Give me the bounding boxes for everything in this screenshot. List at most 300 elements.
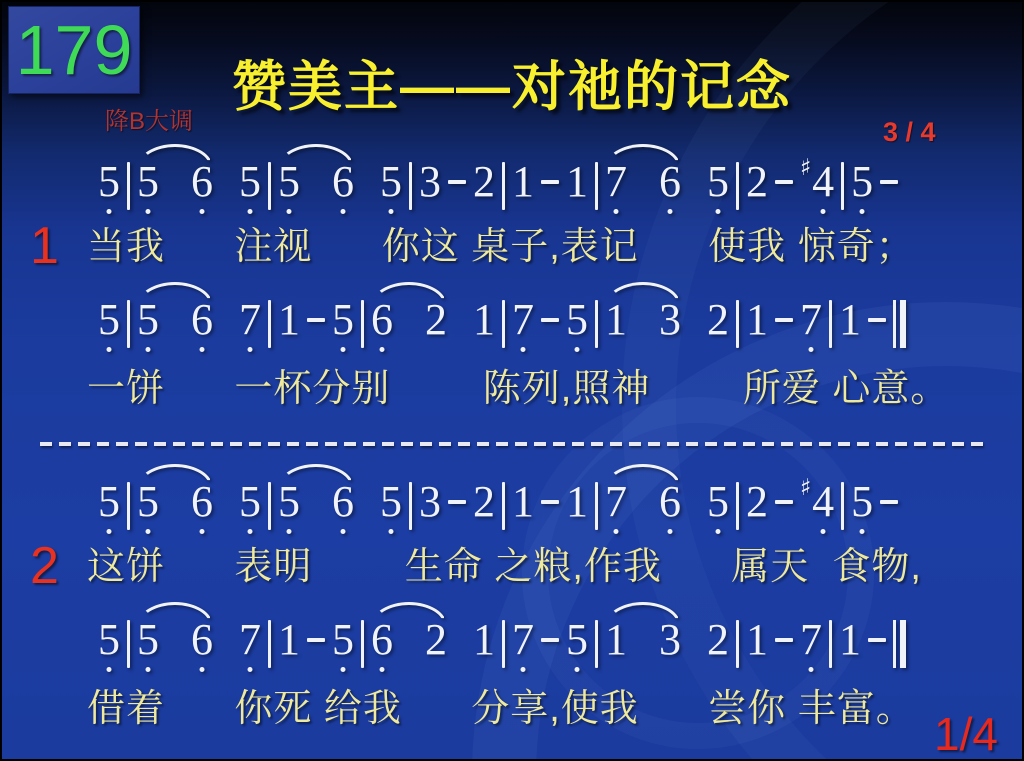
low-octave-dot [341,347,346,352]
slur-group [137,295,213,344]
note-number [425,295,447,344]
low-octave-dot [146,209,151,214]
note-digit: 2 [425,295,447,344]
note-number [239,477,261,526]
note-digit: 1 [746,615,768,664]
note-digit: 5 [380,477,402,526]
notation-line [2,282,1022,360]
note-digit: 7 [512,615,534,664]
note-number [605,615,627,664]
note-number [191,477,213,526]
note [851,157,874,206]
note [239,295,261,344]
low-octave-dot [200,667,205,672]
note [800,615,822,664]
note [473,615,495,664]
note-number [605,157,627,206]
note-digit: 5 [137,295,159,344]
note-digit: 7 [605,477,627,526]
slur-group [605,477,681,526]
note-number [371,615,393,664]
duration-dash [775,500,793,504]
note-number [707,295,729,344]
duration-dash [448,500,466,504]
note [707,615,729,664]
verse-number: 1 [30,217,59,275]
note-digit: 3 [659,615,681,664]
slur-group [605,295,681,344]
note-number [98,477,120,526]
notation-line [2,144,1022,222]
final-barline-thick [900,300,906,348]
barline [502,300,505,348]
note [419,477,441,526]
note [746,615,768,664]
note-number [332,477,354,526]
note [659,477,681,526]
duration-dash [541,180,559,184]
note [239,615,261,664]
duration-dash [541,500,559,504]
lyrics-line [2,537,1022,595]
note [278,615,300,664]
note-digit: 5 [851,477,874,526]
barline [736,620,739,668]
note-number [566,477,588,526]
note [839,295,861,344]
note-number [473,295,495,344]
low-octave-dot [821,529,826,534]
low-octave-dot [668,209,673,214]
note-number [707,477,729,526]
note [659,157,681,206]
duration-dash [775,318,793,322]
hymn-number-box [8,6,140,94]
low-octave-dot [389,209,394,214]
barline [268,162,271,210]
note-number [137,615,159,664]
note-number [278,615,300,664]
lyrics-text: 一饼 一杯分别 陈列,照神 所爱 心意。 [87,368,950,410]
note [566,157,588,206]
note-number [746,295,768,344]
barline [502,620,505,668]
low-octave-dot [860,209,865,214]
note-number [605,295,627,344]
slur-group [137,615,213,664]
note-number [191,615,213,664]
low-octave-dot [248,347,253,352]
note-number [380,157,402,206]
barline [502,162,505,210]
barline [841,482,844,530]
note-number [278,295,300,344]
note [605,477,627,526]
note-number [473,615,495,664]
note [512,477,534,526]
note-number [812,157,835,206]
note [278,295,300,344]
barline [595,300,598,348]
note-number [473,157,495,206]
note-number [512,615,534,664]
slur-group [371,295,447,344]
note-number [659,157,681,206]
note [425,295,447,344]
duration-dash [541,318,559,322]
note-digit: 6 [191,615,213,664]
note-number [839,615,861,664]
note-digit: 5 [566,295,588,344]
note-digit: 5 [239,157,261,206]
low-octave-dot [809,347,814,352]
verse-divider [40,442,987,446]
note [332,295,354,344]
note-digit: 5 [278,157,300,206]
note-digit: 5 [137,477,159,526]
slur-group [278,477,354,526]
note [278,477,300,526]
verse-number: 2 [30,537,59,595]
slur-group [137,477,213,526]
note-digit: 5 [380,157,402,206]
low-octave-dot [521,347,526,352]
note [98,615,120,664]
duration-dash [541,638,559,642]
low-octave-dot [575,347,580,352]
note-digit: 6 [191,295,213,344]
note-digit: 3 [659,295,681,344]
note-number [239,295,261,344]
note [605,157,627,206]
note-digit: 2 [707,615,729,664]
low-octave-dot [248,667,253,672]
low-octave-dot [146,347,151,352]
note-number [746,157,768,206]
note-number [98,295,120,344]
note-digit: 6 [371,295,393,344]
low-octave-dot [200,529,205,534]
note [98,295,120,344]
note [332,615,354,664]
note [659,295,681,344]
note-digit: 7 [605,157,627,206]
hymn-number: 179 [15,11,133,89]
note-digit: 1 [512,477,534,526]
barline [736,482,739,530]
barline [736,162,739,210]
note-digit: 6 [659,477,681,526]
note [191,295,213,344]
sharp-icon: ♯ [800,475,812,501]
note-number [137,157,159,206]
note-number [512,477,534,526]
note-digit: 6 [332,477,354,526]
note [332,157,354,206]
barline [829,300,832,348]
low-octave-dot [809,667,814,672]
low-octave-dot [668,529,673,534]
note-number [332,615,354,664]
duration-dash [880,180,898,184]
note [137,295,159,344]
note-digit: 5 [137,615,159,664]
note [746,295,768,344]
note-digit: 3 [419,157,441,206]
note [512,295,534,344]
sharp-icon: ♯ [800,155,812,181]
note [839,615,861,664]
low-octave-dot [248,209,253,214]
low-octave-dot [248,529,253,534]
note-digit: 1 [605,295,627,344]
note-digit: 2 [746,477,768,526]
score [2,144,1022,732]
barline [595,482,598,530]
note-digit: 6 [191,477,213,526]
note [98,157,120,206]
note [707,477,729,526]
note-digit: 7 [239,295,261,344]
note-number [746,477,768,526]
note-number [137,477,159,526]
note-digit: 2 [473,477,495,526]
note [851,477,874,526]
note-digit: 5 [851,157,874,206]
note-number [98,157,120,206]
low-octave-dot [287,209,292,214]
note [191,157,213,206]
slur-group [605,615,681,664]
note [380,477,402,526]
note-number [332,295,354,344]
slur-group [278,157,354,206]
note-digit: 7 [800,295,822,344]
low-octave-dot [821,209,826,214]
low-octave-dot [575,667,580,672]
low-octave-dot [146,529,151,534]
note-digit: 6 [191,157,213,206]
note-number [707,615,729,664]
note-number [371,295,393,344]
note-digit: 1 [473,295,495,344]
note-digit: 1 [278,295,300,344]
note-digit: 1 [566,477,588,526]
lyrics-text: 借着 你死 给我 分享,使我 尝你 丰富。 [87,688,915,730]
note [605,615,627,664]
note-number [191,295,213,344]
note-number [812,477,835,526]
note-digit: 5 [707,477,729,526]
note-digit: 6 [332,157,354,206]
low-octave-dot [287,529,292,534]
note-number [419,157,441,206]
note-number [851,477,874,526]
note-digit: 2 [707,295,729,344]
barline [841,162,844,210]
slur-group [137,157,213,206]
note-number [473,477,495,526]
final-barline [893,620,906,668]
note-digit: 6 [371,615,393,664]
note [419,157,441,206]
note-number [512,157,534,206]
note [707,157,729,206]
low-octave-dot [341,209,346,214]
note-digit: 5 [98,477,120,526]
key-signature: 降B大调 [105,108,194,135]
duration-dash [775,638,793,642]
low-octave-dot [107,529,112,534]
lyrics-line [2,366,1022,412]
note [566,295,588,344]
low-octave-dot [107,347,112,352]
low-octave-dot [146,667,151,672]
note-digit: 1 [473,615,495,664]
note [371,615,393,664]
note [473,157,495,206]
duration-dash [448,180,466,184]
note-number [425,615,447,664]
note-number [800,615,822,664]
lyrics-line [2,217,1022,275]
barline [361,620,364,668]
note [746,477,768,526]
note-digit: 1 [839,615,861,664]
note [239,477,261,526]
low-octave-dot [716,529,721,534]
note-number [659,477,681,526]
note-number [278,157,300,206]
note [380,157,402,206]
note-number [419,477,441,526]
note [473,295,495,344]
low-octave-dot [341,529,346,534]
note-digit: 6 [659,157,681,206]
note-number [851,157,874,206]
note [659,615,681,664]
note-digit: 5 [98,157,120,206]
note-number [137,295,159,344]
note [512,615,534,664]
slur-group [605,157,681,206]
low-octave-dot [521,667,526,672]
note [800,295,822,344]
note-digit: 1 [566,157,588,206]
note [278,157,300,206]
note [746,157,768,206]
note [566,615,588,664]
note-digit: 1 [278,615,300,664]
final-barline [893,300,906,348]
note-digit: 5 [98,615,120,664]
note-digit: 1 [512,157,534,206]
note-number [98,615,120,664]
barline [127,162,130,210]
low-octave-dot [716,209,721,214]
note-number [239,157,261,206]
note [239,157,261,206]
note-number [380,477,402,526]
note-digit: 3 [419,477,441,526]
barline [829,620,832,668]
note-digit: 1 [839,295,861,344]
note [191,477,213,526]
note-digit: 5 [278,477,300,526]
low-octave-dot [614,209,619,214]
barline [595,162,598,210]
note [98,477,120,526]
note-digit: 2 [473,157,495,206]
note-number [605,477,627,526]
barline [268,620,271,668]
page-indicator: 1/4 [934,708,998,760]
low-octave-dot [380,667,385,672]
low-octave-dot [860,529,865,534]
note-digit: 2 [425,615,447,664]
barline [268,482,271,530]
final-barline-thick [900,620,906,668]
note [425,615,447,664]
notation-line [2,602,1022,680]
note-digit: 5 [332,615,354,664]
note-number [332,157,354,206]
note-digit: 5 [566,615,588,664]
note [473,477,495,526]
duration-dash [775,180,793,184]
note-digit: 1 [605,615,627,664]
duration-dash [868,318,886,322]
duration-dash [307,638,325,642]
barline [595,620,598,668]
final-barline-thin [893,620,896,668]
barline [127,300,130,348]
slur-group [371,615,447,664]
note [371,295,393,344]
note-number [239,615,261,664]
note-digit: 7 [512,295,534,344]
low-octave-dot [200,347,205,352]
barline [736,300,739,348]
low-octave-dot [614,529,619,534]
notation-line [2,464,1022,542]
barline [127,620,130,668]
barline [268,300,271,348]
low-octave-dot [200,209,205,214]
note [566,477,588,526]
lyrics-text: 当我 注视 你这 桌子,表记 使我 惊奇； [87,226,915,268]
duration-dash [307,318,325,322]
note-number [746,615,768,664]
barline [409,482,412,530]
note-digit: 5 [332,295,354,344]
note-digit: 5 [137,157,159,206]
note-digit: 5 [707,157,729,206]
barline [361,300,364,348]
final-barline-thin [893,300,896,348]
note-digit: 5 [98,295,120,344]
note [332,477,354,526]
note-digit: 2 [746,157,768,206]
note-number [566,157,588,206]
lyrics-line [2,686,1022,732]
note-number [566,615,588,664]
note-number [566,295,588,344]
note [707,295,729,344]
note [605,295,627,344]
note [137,477,159,526]
duration-dash [868,638,886,642]
